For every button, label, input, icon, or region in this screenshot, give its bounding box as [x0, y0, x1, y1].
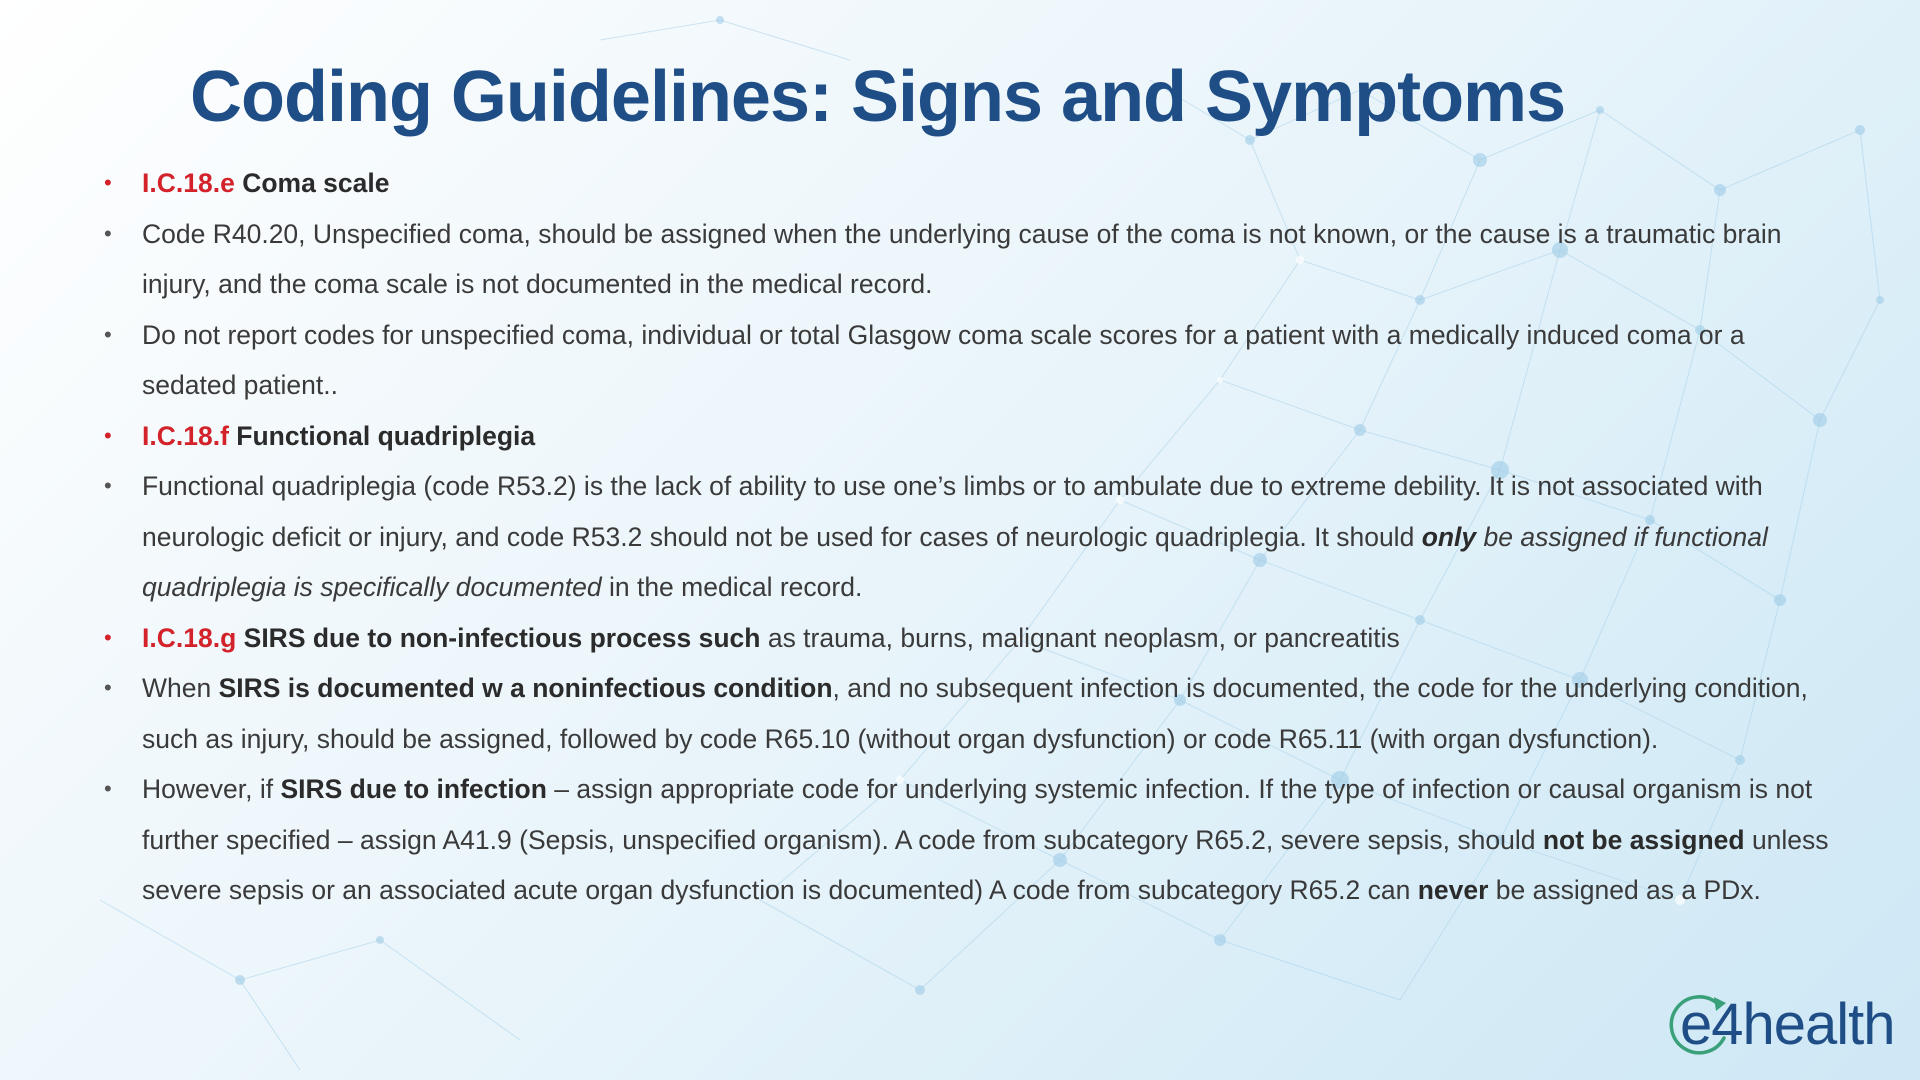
section-title: SIRS due to non-infectious process such — [243, 622, 761, 653]
paragraph-sirs-noninfectious — [100, 663, 1830, 764]
paragraph-text: Do not report codes for unspecified coma, individual or total Glasgow coma scale scores for a patient with a medically induced coma or a sedated patient.. — [142, 319, 1745, 400]
page-title: Coding Guidelines: Signs and Symptoms — [190, 57, 1566, 137]
paragraph-functional-quadriplegia — [100, 461, 1830, 613]
paragraph-text: Functional quadriplegia (code R53.2) is the lack of ability to use one’s limbs or to ambulate due to extreme debility. It is not associated with neurologic deficit or injury, and code R53.2 should not be used for cases of neurologic quadriplegia. It should — [142, 471, 1763, 552]
bullet-dot-icon: • — [104, 624, 112, 650]
emphasis-bold: SIRS is documented w a noninfectious condition — [218, 673, 833, 703]
section-code: I.C.18.e — [142, 168, 235, 198]
paragraph-text: be assigned as a PDx. — [1488, 875, 1761, 905]
bullet-list — [100, 158, 1830, 916]
bullet-dot-icon: • — [104, 170, 112, 195]
bullet-dot-icon: • — [104, 776, 112, 801]
section-title: Functional quadriplegia — [236, 420, 536, 451]
paragraph-sirs-infection — [100, 764, 1830, 916]
logo-text: e4health — [1680, 992, 1895, 1057]
paragraph-text: in the medical record. — [601, 572, 863, 602]
emphasis-italic: be assigned if functional quadriplegia is specifically documented — [142, 521, 1768, 602]
paragraph-coma-r40-20 — [100, 209, 1830, 310]
emphasis-bold: not be assigned — [1542, 824, 1745, 855]
emphasis-bold: SIRS due to infection — [280, 774, 547, 804]
section-title: Coma scale — [242, 168, 390, 198]
e4health-logo — [1668, 990, 1896, 1062]
paragraph-text: Code R40.20, Unspecified coma, should be assigned when the underlying cause of the coma is not known, or the cause is a traumatic brain injury, and the coma scale is not documented in the medical record. — [142, 218, 1782, 299]
paragraph-text: However, if — [142, 774, 281, 804]
section-heading-functional-quadriplegia — [100, 411, 1830, 462]
bullet-dot-icon: • — [104, 220, 112, 246]
section-heading-sirs — [100, 613, 1830, 664]
paragraph-text: unless severe sepsis or an associated acute organ dysfunction is documented) A code from subcategory R65.2 can — [142, 824, 1829, 905]
bullet-dot-icon: • — [104, 321, 112, 347]
bullet-dot-icon: • — [104, 422, 112, 448]
bullet-dot-icon: • — [104, 473, 112, 498]
emphasis-only: only — [1421, 521, 1477, 552]
paragraph-unspecified-coma — [100, 310, 1830, 411]
section-code: I.C.18.g — [142, 622, 237, 653]
paragraph-text: When — [142, 673, 219, 703]
section-code: I.C.18.f — [142, 420, 229, 451]
paragraph-text: – assign appropriate code for underlying systemic infection. If the type of infection or causal organism is not further specified – assign A41.9 (Sepsis, unspecified organism). A code from subcategory R65.2, severe sepsis, should — [142, 774, 1813, 855]
emphasis-bold: never — [1417, 875, 1489, 905]
section-subtitle: as trauma, burns, malignant neoplasm, or pancreatitis — [760, 622, 1400, 653]
paragraph-text: , and no subsequent infection is documented, the code for the underlying condition, such as injury, should be assigned, followed by code R65.10 (without organ dysfunction) or code R65.11 (with organ dysfunction). — [142, 673, 1808, 754]
section-heading-coma-scale — [100, 158, 1830, 209]
bullet-dot-icon: • — [104, 675, 112, 700]
